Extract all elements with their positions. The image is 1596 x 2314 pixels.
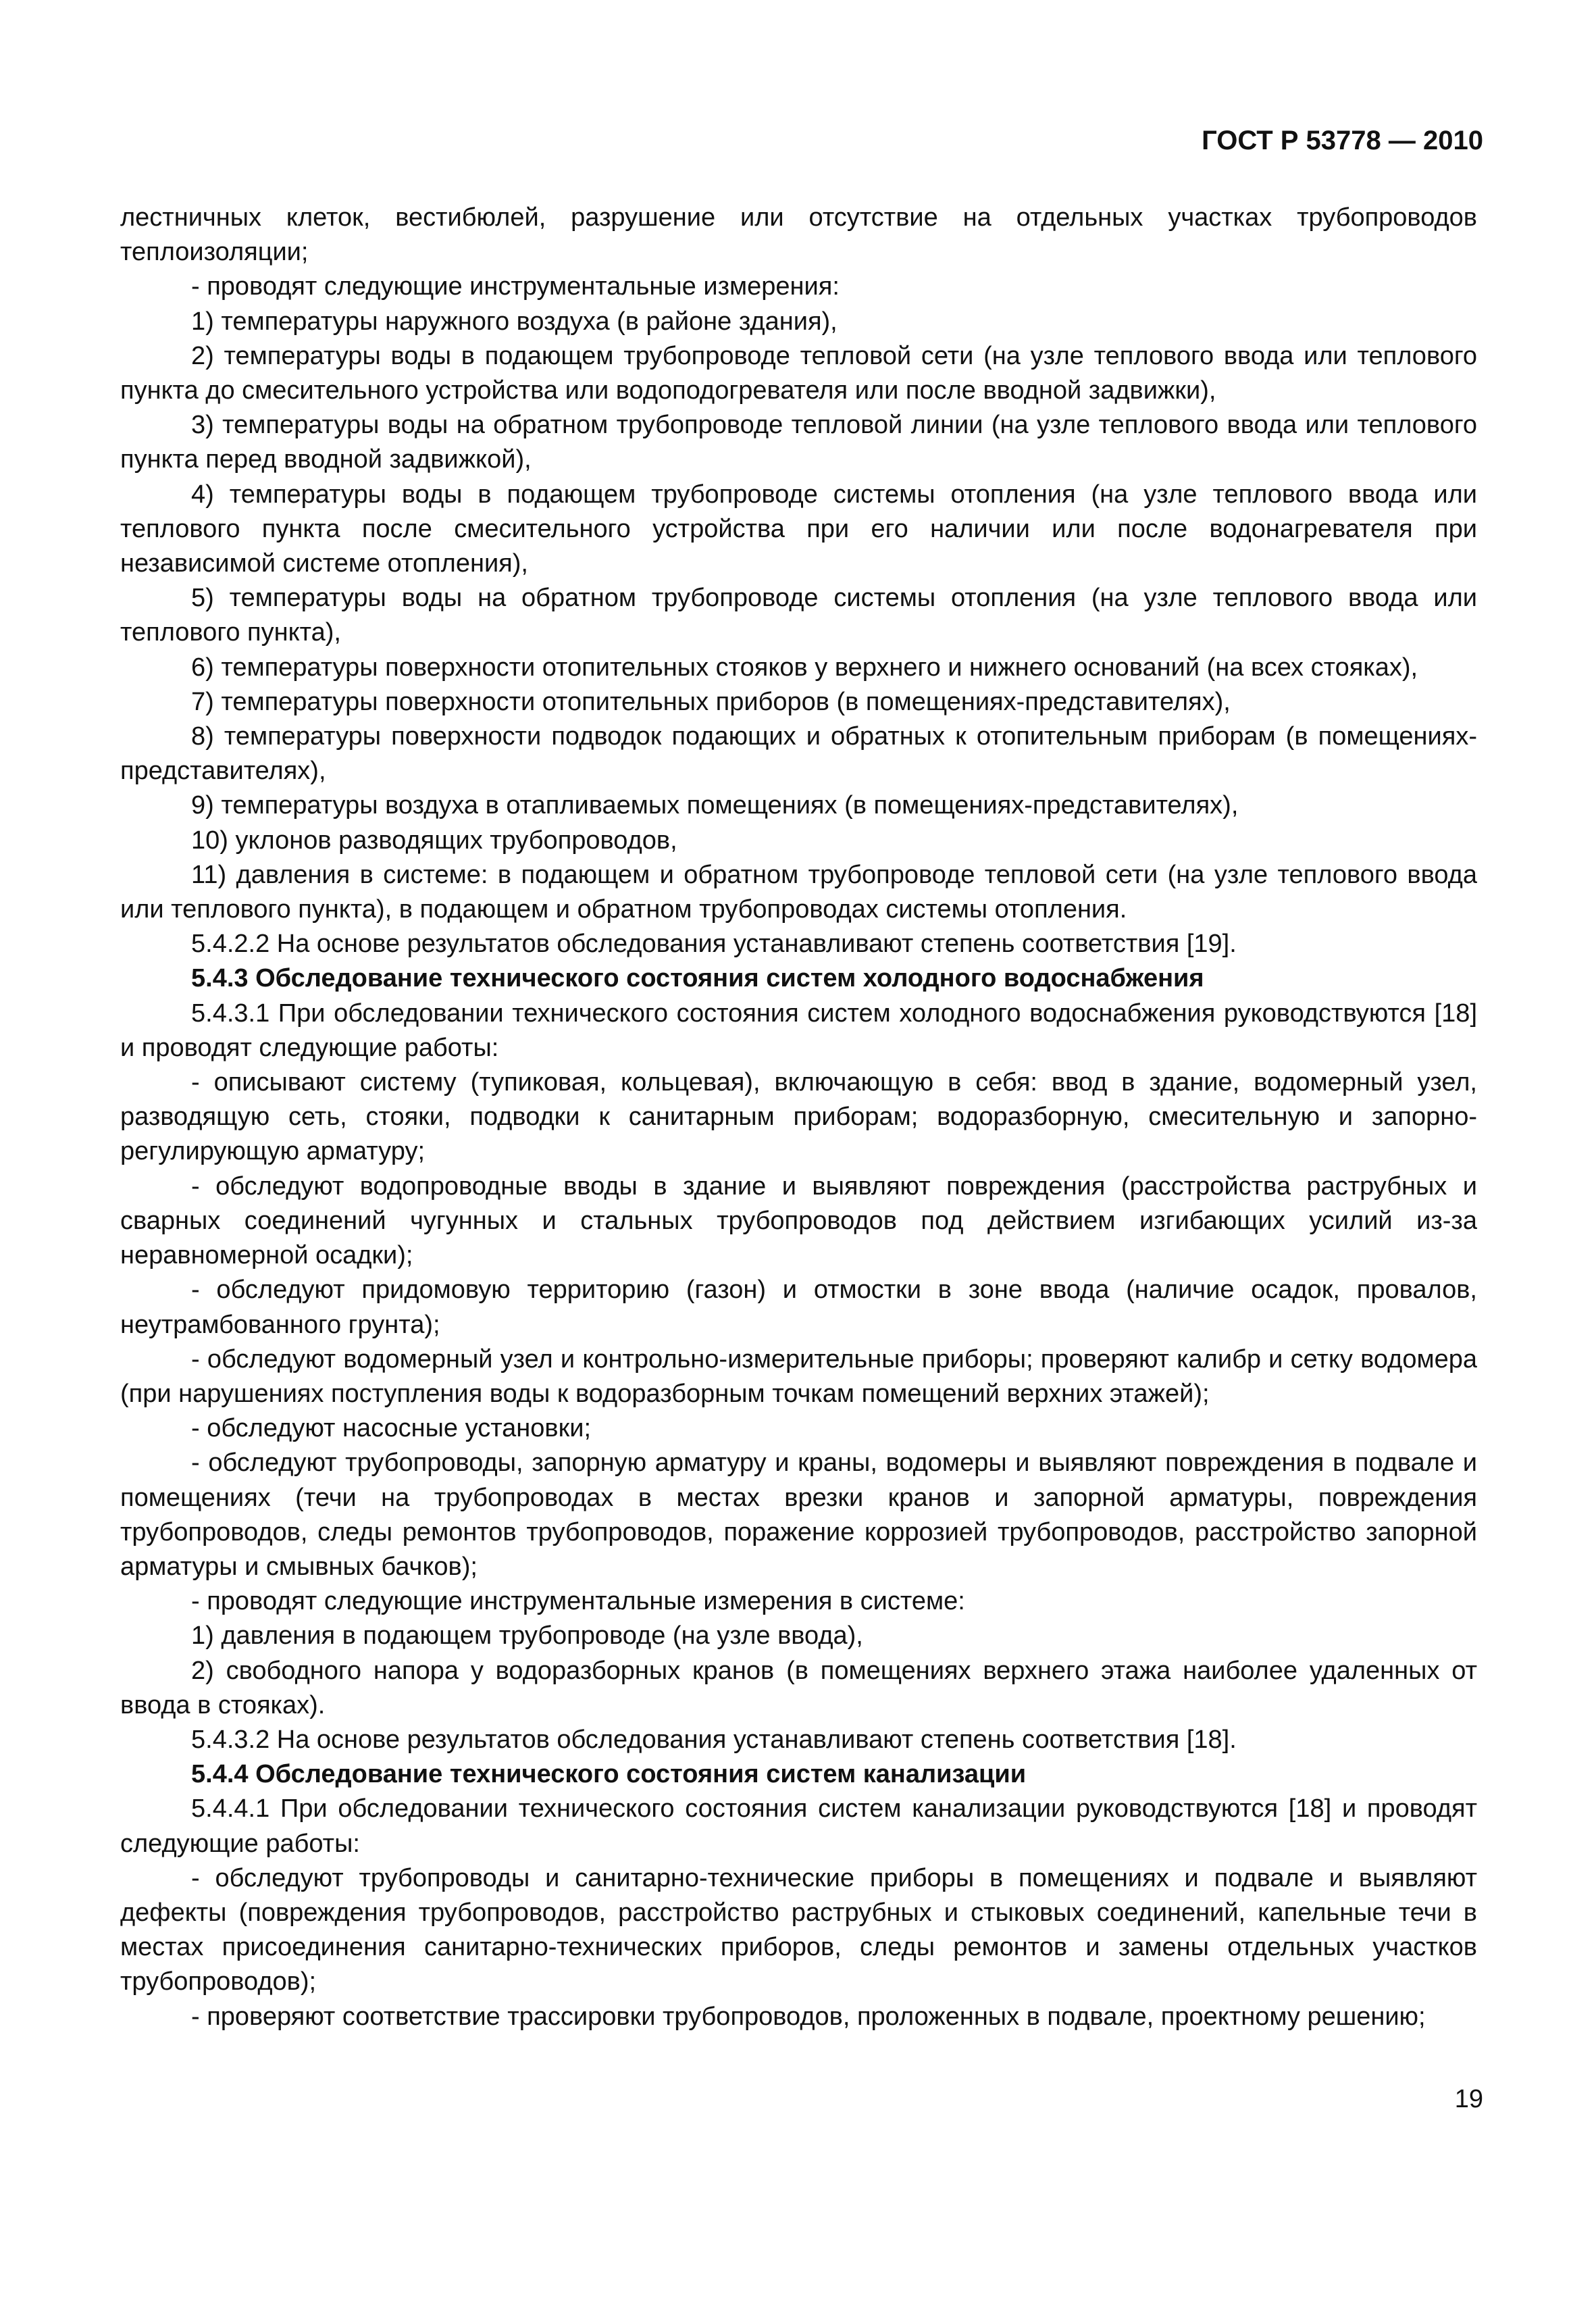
body-paragraph: 4) температуры воды в подающем трубопроводе системы отопления (на узле теплового ввода или теплового пункта после смесительного устройства при его наличии или после водонагревателя при независимой системе отопления),: [120, 480, 1477, 578]
body-paragraph: 6) температуры поверхности отопительных стояков у верхнего и нижнего оснований (на всех стояках),: [191, 653, 1418, 682]
body-paragraph: 7) температуры поверхности отопительных приборов (в помещениях-представителях),: [191, 687, 1231, 716]
body-paragraph: 11) давления в системе: в подающем и обратном трубопроводе тепловой сети (на узле теплового ввода или теплового пункта), в подающем и обратном трубопроводах системы отопления.: [120, 860, 1477, 924]
body-paragraph: 10) уклонов разводящих трубопроводов,: [191, 826, 677, 855]
body-paragraph: - обследуют трубопроводы и санитарно-технические приборы в помещениях и подвале и выявляют дефекты (повреждения трубопроводов, расстройство раструбных и стыковых соединений, капельные течи в местах присоединения санитарно-технических приборов, следы ремонтов и замены отдельных участков трубопроводов);: [120, 1863, 1477, 1996]
body-paragraph: - проверяют соответствие трассировки трубопроводов, проложенных в подвале, проектному решению;: [191, 2002, 1426, 2031]
body-paragraph: лестничных клеток, вестибюлей, разрушение или отсутствие на отдельных участках трубопроводов теплоизоляции;: [120, 203, 1477, 267]
body-paragraph: 3) температуры воды на обратном трубопроводе тепловой линии (на узле теплового ввода или теплового пункта перед вводной задвижкой),: [120, 411, 1477, 474]
body-paragraph: 5.4.4.1 При обследовании технического состояния систем канализации руководствуются [18] и проводят следующие работы:: [120, 1794, 1477, 1858]
body-paragraph: 2) свободного напора у водоразборных кранов (в помещениях верхнего этажа наиболее удаленных от ввода в стояках).: [120, 1656, 1477, 1719]
body-paragraph: 5.4.2.2 На основе результатов обследования устанавливают степень соответствия [19].: [191, 930, 1237, 959]
body-paragraph: - обследуют придомовую территорию (газон) и отмостки в зоне ввода (наличие осадок, провалов, неутрамбованного грунта);: [120, 1276, 1477, 1339]
body-paragraph: 1) давления в подающем трубопроводе (на узле ввода),: [191, 1621, 863, 1651]
document-body: [120, 201, 1477, 2034]
body-paragraph: - обследуют водопроводные вводы в здание и выявляют повреждения (расстройства раструбных и сварных соединений чугунных и стальных трубопроводов под действием изгибающих усилий из-за неравномерной осадки);: [120, 1172, 1477, 1270]
body-paragraph: 8) температуры поверхности подводок подающих и обратных к отопительным приборам (в помещениях-представителях),: [120, 722, 1477, 786]
body-paragraph: 9) температуры воздуха в отапливаемых помещениях (в помещениях-представителях),: [191, 791, 1239, 820]
page-number: 19: [1454, 2085, 1483, 2113]
body-paragraph: 1) температуры наружного воздуха (в районе здания),: [191, 307, 838, 336]
body-paragraph: 5) температуры воды на обратном трубопроводе системы отопления (на узле теплового ввода или теплового пункта),: [120, 584, 1477, 647]
body-paragraph: 5.4.3.2 На основе результатов обследования устанавливают степень соответствия [18].: [191, 1725, 1237, 1754]
section-heading: 5.4.4 Обследование технического состояния систем канализации: [191, 1760, 1027, 1789]
body-paragraph: - обследуют насосные установки;: [191, 1414, 592, 1443]
document-standard-number: ГОСТ Р 53778 — 2010: [1202, 126, 1483, 155]
body-paragraph: - проводят следующие инструментальные измерения в системе:: [191, 1587, 965, 1616]
body-paragraph: 2) температуры воды в подающем трубопроводе тепловой сети (на узле теплового ввода или теплового пункта до смесительного устройства или водоподогревателя или после вводной задвижки),: [120, 341, 1477, 405]
body-paragraph: 5.4.3.1 При обследовании технического состояния систем холодного водоснабжения руководствуются [18] и проводят следующие работы:: [120, 999, 1477, 1062]
body-paragraph: - обследуют трубопроводы, запорную арматуру и краны, водомеры и выявляют повреждения в подвале и помещениях (течи на трубопроводах в местах врезки кранов и запорной арматуры, повреждения трубопроводов, следы ремонтов трубопроводов, поражение коррозией трубопроводов, расстройство запорной арматуры и смывных бачков);: [120, 1449, 1477, 1581]
body-paragraph: - описывают систему (тупиковая, кольцевая), включающую в себя: ввод в здание, водомерный узел, разводящую сеть, стояки, подводки к санитарным приборам; водоразборную, смесительную и запорно-регулирующую арматуру;: [120, 1068, 1477, 1166]
section-heading: 5.4.3 Обследование технического состояния систем холодного водоснабжения: [191, 964, 1204, 993]
body-paragraph: - проводят следующие инструментальные измерения:: [191, 272, 840, 301]
body-paragraph: - обследуют водомерный узел и контрольно-измерительные приборы; проверяют калибр и сетку водомера (при нарушениях поступления воды к водоразборным точкам помещений верхних этажей);: [120, 1344, 1477, 1408]
